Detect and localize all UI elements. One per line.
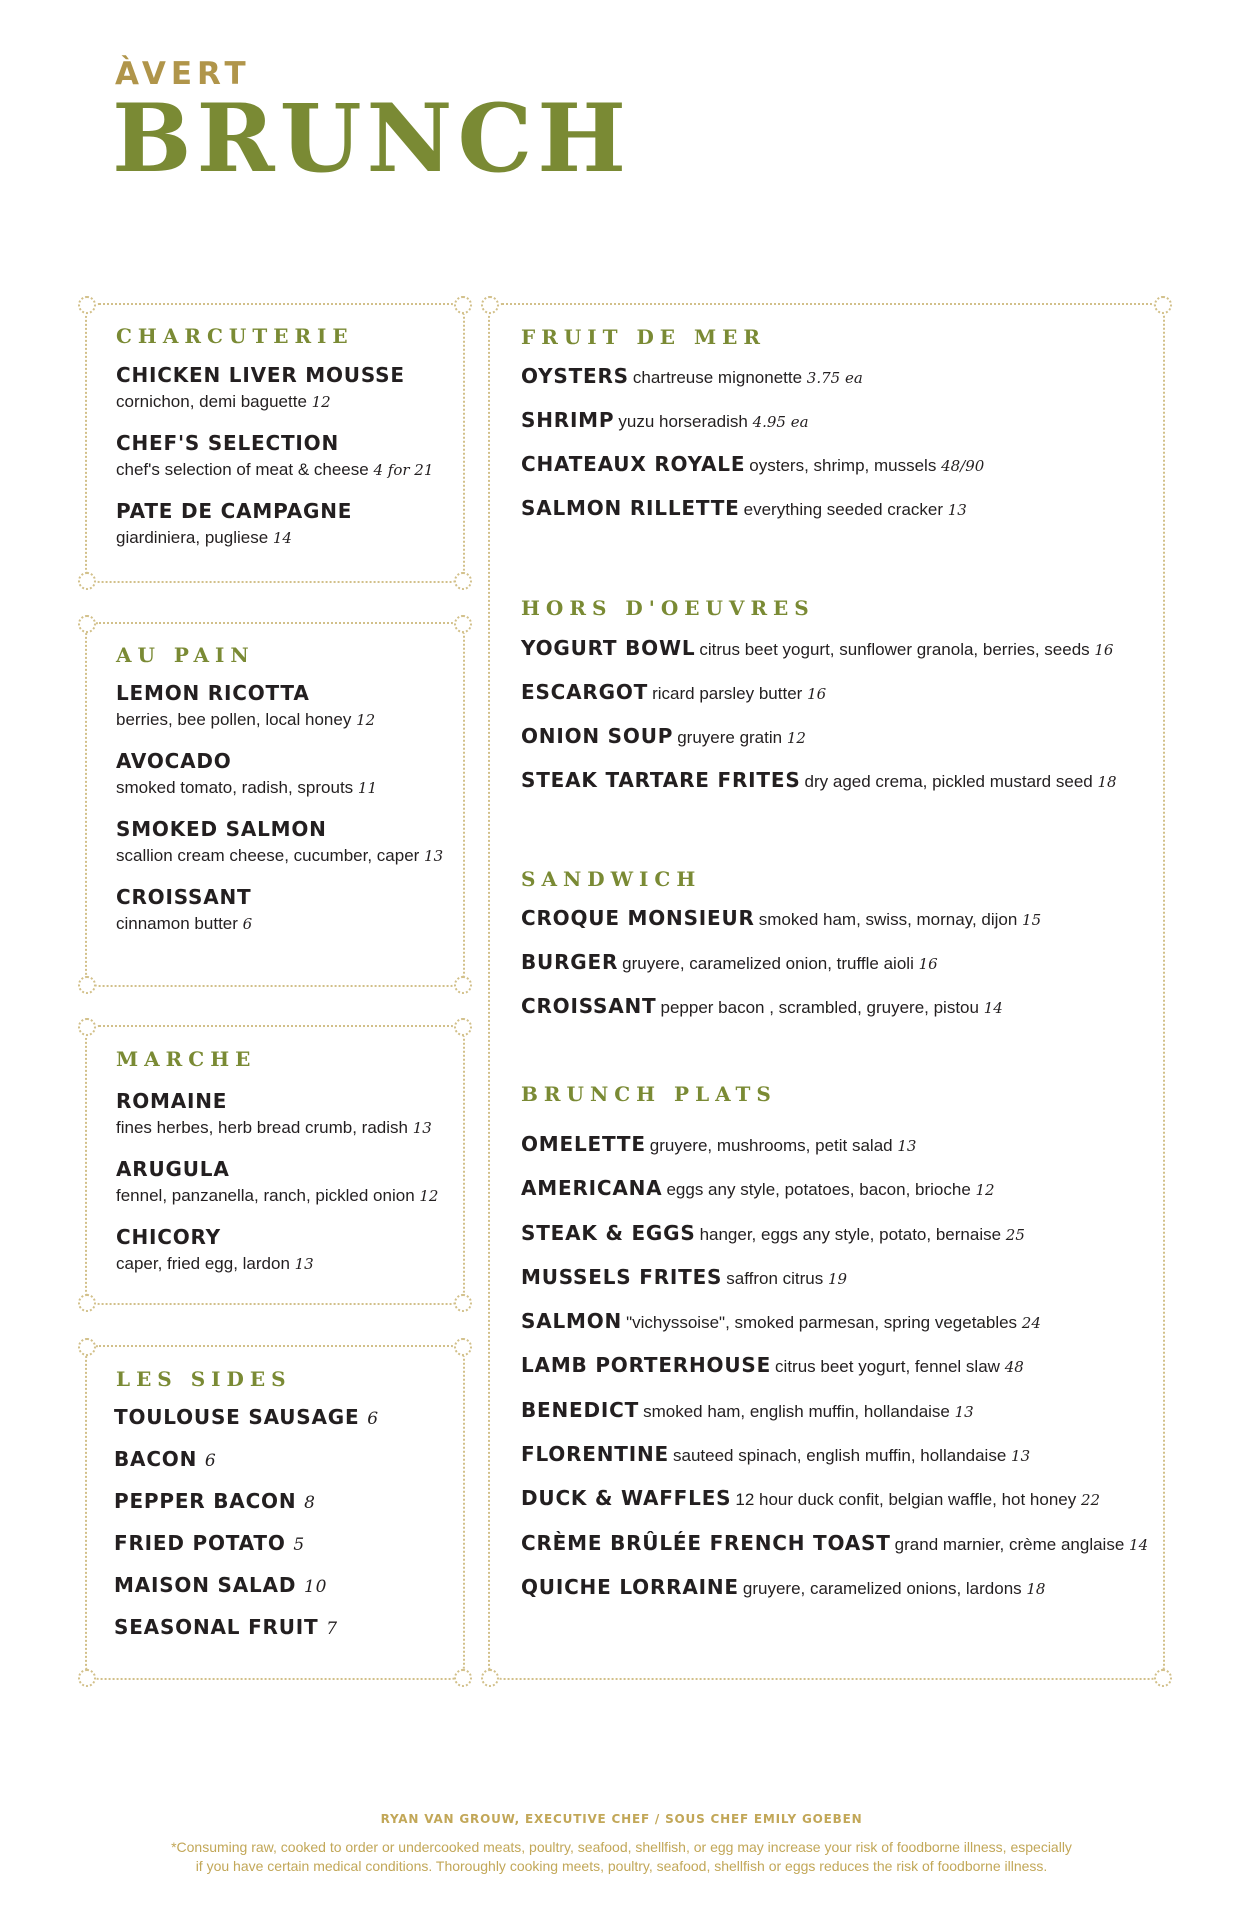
- item-price: 8: [304, 1493, 316, 1513]
- item-price: 6: [242, 915, 253, 933]
- item-name: AVOCADO: [116, 749, 232, 773]
- side-line: [114, 1489, 454, 1515]
- item-description: [116, 459, 456, 481]
- menu-item: [521, 950, 1141, 994]
- menu-item: [521, 1176, 1141, 1220]
- menu-item: [114, 1405, 454, 1447]
- section-title-sandwich: SANDWICH: [521, 867, 702, 891]
- menu-item: [521, 1442, 1141, 1486]
- item-description-text: fennel, panzanella, ranch, pickled onion: [116, 1186, 415, 1205]
- item-name: CROQUE MONSIEUR: [521, 906, 755, 930]
- menu-item: [521, 768, 1141, 812]
- item-description: [116, 777, 456, 799]
- menu-item: [521, 364, 1141, 408]
- menu-item: [521, 1309, 1141, 1353]
- menu-title: BRUNCH: [112, 84, 632, 194]
- item-price: 12: [786, 729, 806, 747]
- item-description: [116, 1117, 456, 1139]
- item-description: [743, 1579, 1046, 1598]
- menu-item: [521, 496, 1141, 540]
- item-name: PATE DE CAMPAGNE: [116, 499, 353, 523]
- menu-item: [116, 681, 456, 749]
- menu-item: [521, 906, 1141, 950]
- item-description-text: smoked tomato, radish, sprouts: [116, 778, 354, 797]
- item-name: DUCK & WAFFLES: [521, 1486, 732, 1511]
- menu-item: [521, 1575, 1141, 1619]
- item-price: 25: [1005, 1225, 1025, 1244]
- item-description-text: ricard parsley butter: [652, 684, 803, 703]
- side-line: [114, 1405, 454, 1431]
- side-line: [114, 1573, 454, 1599]
- item-name: CROISSANT: [116, 885, 252, 909]
- item-name: PEPPER BACON: [114, 1489, 297, 1513]
- item-description-text: cinnamon butter: [116, 914, 238, 933]
- sides-list: [114, 1405, 454, 1657]
- item-name: SEASONAL FRUIT: [114, 1615, 319, 1639]
- item-price: 4 for 21: [373, 461, 434, 479]
- item-price: 16: [918, 955, 938, 973]
- item-price: 14: [272, 529, 292, 547]
- item-name: BURGER: [521, 950, 619, 974]
- menu-item: [521, 1530, 1149, 1575]
- item-price: 4.95 ea: [752, 413, 809, 431]
- menu-item: [521, 408, 1141, 452]
- item-name: ROMAINE: [116, 1089, 228, 1113]
- item-name: YOGURT BOWL: [521, 636, 696, 660]
- disclaimer-line-1: *Consuming raw, cooked to order or undercooked meats, poultry, seafood, shellfish, or egg may increase your risk of foodborne illness, especially: [171, 1839, 1072, 1855]
- item-description: [805, 772, 1117, 791]
- menu-item: [116, 1157, 456, 1225]
- item-description: [726, 1269, 847, 1288]
- item-description-text: everything seeded cracker: [743, 500, 944, 519]
- menu-item: [116, 499, 456, 567]
- item-price: 12: [419, 1187, 439, 1205]
- item-price: 6: [204, 1451, 217, 1471]
- item-description-text: caper, fried egg, lardon: [116, 1254, 290, 1273]
- item-name: TOULOUSE SAUSAGE: [114, 1405, 360, 1429]
- item-name: ARUGULA: [116, 1157, 230, 1181]
- item-name: BENEDICT: [521, 1397, 640, 1422]
- menu-item: [521, 1132, 1141, 1176]
- item-description-text: oysters, shrimp, mussels: [749, 456, 937, 475]
- item-price: 7: [326, 1619, 338, 1639]
- section-title-marche: MARCHE: [116, 1047, 257, 1071]
- item-name: ESCARGOT: [521, 680, 649, 704]
- item-description: [700, 1225, 1025, 1244]
- health-disclaimer: [140, 1838, 1103, 1876]
- item-price: 13: [1011, 1447, 1031, 1466]
- menu-item: [116, 749, 456, 817]
- item-description: [622, 954, 938, 973]
- menu-item: [116, 1089, 456, 1157]
- item-description-text: "vichyssoise", smoked parmesan, spring vegetables: [626, 1313, 1018, 1333]
- item-name: AMERICANA: [521, 1176, 663, 1201]
- item-description-text: gruyere, caramelized onions, lardons: [742, 1578, 1022, 1598]
- item-name: BACON: [114, 1447, 198, 1471]
- item-description: [650, 1136, 917, 1155]
- section-title-fruit-de-mer: FRUIT DE MER: [521, 325, 767, 349]
- side-line: [114, 1615, 454, 1641]
- item-price: 3.75 ea: [806, 369, 863, 387]
- item-price: 48: [1004, 1358, 1024, 1377]
- item-description: [633, 368, 863, 387]
- side-line: [114, 1531, 454, 1557]
- item-description-text: citrus beet yogurt, sunflower granola, berries, seeds: [699, 640, 1090, 659]
- item-price: 18: [1026, 1579, 1046, 1598]
- item-description-text: hanger, eggs any style, potato, bernaise: [699, 1224, 1002, 1244]
- item-description: [666, 1180, 994, 1199]
- menu-item: [521, 994, 1141, 1038]
- item-price: 13: [424, 847, 444, 865]
- item-description-text: giardiniera, pugliese: [116, 528, 269, 547]
- item-description: [735, 1490, 1100, 1509]
- item-description: [677, 728, 806, 747]
- item-price: 14: [983, 999, 1003, 1017]
- item-price: 12: [356, 711, 376, 729]
- item-description: [643, 1402, 974, 1421]
- item-description: [775, 1357, 1024, 1376]
- menu-item: [521, 452, 1141, 496]
- section-title-les-sides: LES SIDES: [116, 1367, 292, 1391]
- item-price: 15: [1022, 911, 1042, 929]
- menu-item: [521, 724, 1141, 768]
- item-description-text: gruyere, caramelized onion, truffle aioli: [622, 954, 914, 973]
- item-price: 22: [1080, 1491, 1101, 1510]
- item-description: [626, 1313, 1041, 1332]
- item-description-text: berries, bee pollen, local honey: [116, 710, 352, 729]
- item-description: [699, 640, 1113, 659]
- item-name: MAISON SALAD: [114, 1573, 297, 1597]
- item-description: [759, 910, 1041, 929]
- item-description-text: pepper bacon , scrambled, gruyere, pistou: [660, 998, 979, 1017]
- item-description: [116, 527, 456, 549]
- item-description-text: 12 hour duck confit, belgian waffle, hot honey: [735, 1490, 1077, 1510]
- item-description-text: gruyere gratin: [677, 728, 783, 747]
- item-price: 48/90: [941, 457, 985, 475]
- item-description-text: chef's selection of meat & cheese: [116, 460, 369, 479]
- item-price: 16: [1094, 641, 1114, 659]
- item-name: CROISSANT: [521, 994, 657, 1018]
- fruit-de-mer-list: [521, 364, 1141, 540]
- item-price: 12: [311, 393, 331, 411]
- item-name: SALMON: [521, 1309, 623, 1334]
- menu-item: [116, 885, 456, 953]
- item-description-text: chartreuse mignonette: [632, 368, 803, 387]
- item-name: STEAK & EGGS: [521, 1220, 696, 1245]
- chef-credit: RYAN VAN GROUW, EXECUTIVE CHEF / SOUS CHEF EMILY GOEBEN: [380, 1812, 863, 1826]
- item-description-text: gruyere, mushrooms, petit salad: [649, 1136, 893, 1155]
- item-description: [661, 998, 1003, 1017]
- item-description: [116, 845, 456, 867]
- section-title-hors-doeuvres: HORS D'OEUVRES: [521, 596, 815, 620]
- item-description: [895, 1535, 1148, 1554]
- item-description-text: saffron citrus: [726, 1268, 824, 1288]
- item-description: [744, 500, 967, 519]
- item-description-text: cornichon, demi baguette: [116, 392, 307, 411]
- item-description-text: scallion cream cheese, cucumber, caper: [116, 846, 420, 865]
- menu-item: [116, 817, 456, 885]
- item-name: FRIED POTATO: [114, 1531, 286, 1555]
- item-description-text: smoked ham, swiss, mornay, dijon: [758, 910, 1018, 929]
- section-title-charcuterie: CHARCUTERIE: [116, 324, 354, 348]
- menu-item: [114, 1615, 454, 1657]
- item-name: CHICKEN LIVER MOUSSE: [116, 363, 405, 387]
- item-name: CHEF'S SELECTION: [116, 431, 340, 455]
- item-description-text: grand marnier, crème anglaise: [894, 1534, 1125, 1554]
- menu-item: [114, 1531, 454, 1573]
- item-price: 13: [897, 1137, 917, 1155]
- hors-doeuvres-list: [521, 636, 1141, 812]
- item-name: CHICORY: [116, 1225, 221, 1249]
- item-name: SHRIMP: [521, 408, 615, 432]
- menu-item: [521, 1353, 1141, 1397]
- item-description-text: eggs any style, potatoes, bacon, brioche: [666, 1180, 971, 1200]
- brand-name: ÀVERT: [115, 56, 251, 92]
- section-title-brunch-plats: BRUNCH PLATS: [521, 1082, 777, 1106]
- item-name: LAMB PORTERHOUSE: [521, 1353, 772, 1378]
- item-name: SMOKED SALMON: [116, 817, 327, 841]
- disclaimer-line-2: if you have certain medical conditions. Thoroughly cooking meets, poultry, seafood, shellfish or eggs reduces the risk of foodborne illness.: [195, 1858, 1048, 1874]
- side-line: [114, 1447, 454, 1473]
- section-title-au-pain: AU PAIN: [116, 643, 255, 667]
- item-name: LEMON RICOTTA: [116, 681, 310, 705]
- item-name: CHATEAUX ROYALE: [521, 452, 746, 476]
- item-description: [749, 456, 984, 475]
- item-name: CRÈME BRÛLÉE FRENCH TOAST: [521, 1530, 891, 1555]
- item-description-text: dry aged crema, pickled mustard seed: [804, 772, 1093, 791]
- menu-item: [114, 1447, 454, 1489]
- menu-item: [116, 431, 456, 499]
- item-name: STEAK TARTARE FRITES: [521, 768, 801, 792]
- item-description: [116, 1253, 456, 1275]
- item-price: 13: [294, 1255, 314, 1273]
- menu-item: [521, 1398, 1141, 1442]
- item-name: QUICHE LORRAINE: [521, 1574, 739, 1599]
- menu-item: [116, 1225, 456, 1293]
- item-price: 5: [293, 1535, 306, 1555]
- item-description: [652, 684, 826, 703]
- item-name: OYSTERS: [521, 364, 629, 388]
- item-description-text: citrus beet yogurt, fennel slaw: [775, 1357, 1000, 1377]
- sandwich-list: [521, 906, 1141, 1038]
- menu-item: [521, 1265, 1141, 1309]
- item-name: FLORENTINE: [521, 1442, 669, 1467]
- charcuterie-list: [116, 363, 456, 567]
- item-price: 18: [1097, 773, 1117, 791]
- menu-item: [521, 1221, 1141, 1265]
- item-price: 16: [807, 685, 827, 703]
- item-price: 11: [357, 779, 377, 797]
- item-description: [116, 1185, 456, 1207]
- menu-item: [114, 1573, 454, 1615]
- item-description: [116, 391, 456, 413]
- item-price: 13: [947, 501, 967, 519]
- item-description-text: smoked ham, english muffin, hollandaise: [643, 1401, 950, 1421]
- marche-list: [116, 1089, 456, 1293]
- item-price: 13: [412, 1119, 432, 1137]
- item-description: [618, 412, 808, 431]
- item-description-text: fines herbes, herb bread crumb, radish: [116, 1118, 408, 1137]
- item-name: SALMON RILLETTE: [521, 496, 740, 520]
- item-name: MUSSELS FRITES: [521, 1264, 723, 1289]
- item-description-text: sauteed spinach, english muffin, hollandaise: [672, 1446, 1007, 1466]
- item-price: 13: [954, 1402, 974, 1421]
- item-price: 10: [304, 1577, 328, 1597]
- item-name: OMELETTE: [521, 1132, 646, 1156]
- menu-item: [521, 1486, 1141, 1530]
- item-price: 12: [975, 1181, 995, 1200]
- menu-item: [521, 636, 1141, 680]
- au-pain-list: [116, 681, 456, 953]
- menu-item: [521, 680, 1141, 724]
- brunch-plats-list: [521, 1132, 1149, 1619]
- item-description: [673, 1446, 1030, 1465]
- item-price: 14: [1129, 1535, 1149, 1554]
- item-price: 19: [828, 1269, 848, 1288]
- menu-item: [116, 363, 456, 431]
- item-description: [116, 913, 456, 935]
- item-description: [116, 709, 456, 731]
- menu-item: [114, 1489, 454, 1531]
- item-price: 6: [367, 1409, 379, 1429]
- item-description-text: yuzu horseradish: [618, 412, 748, 431]
- item-name: ONION SOUP: [521, 724, 674, 748]
- item-price: 24: [1021, 1314, 1041, 1333]
